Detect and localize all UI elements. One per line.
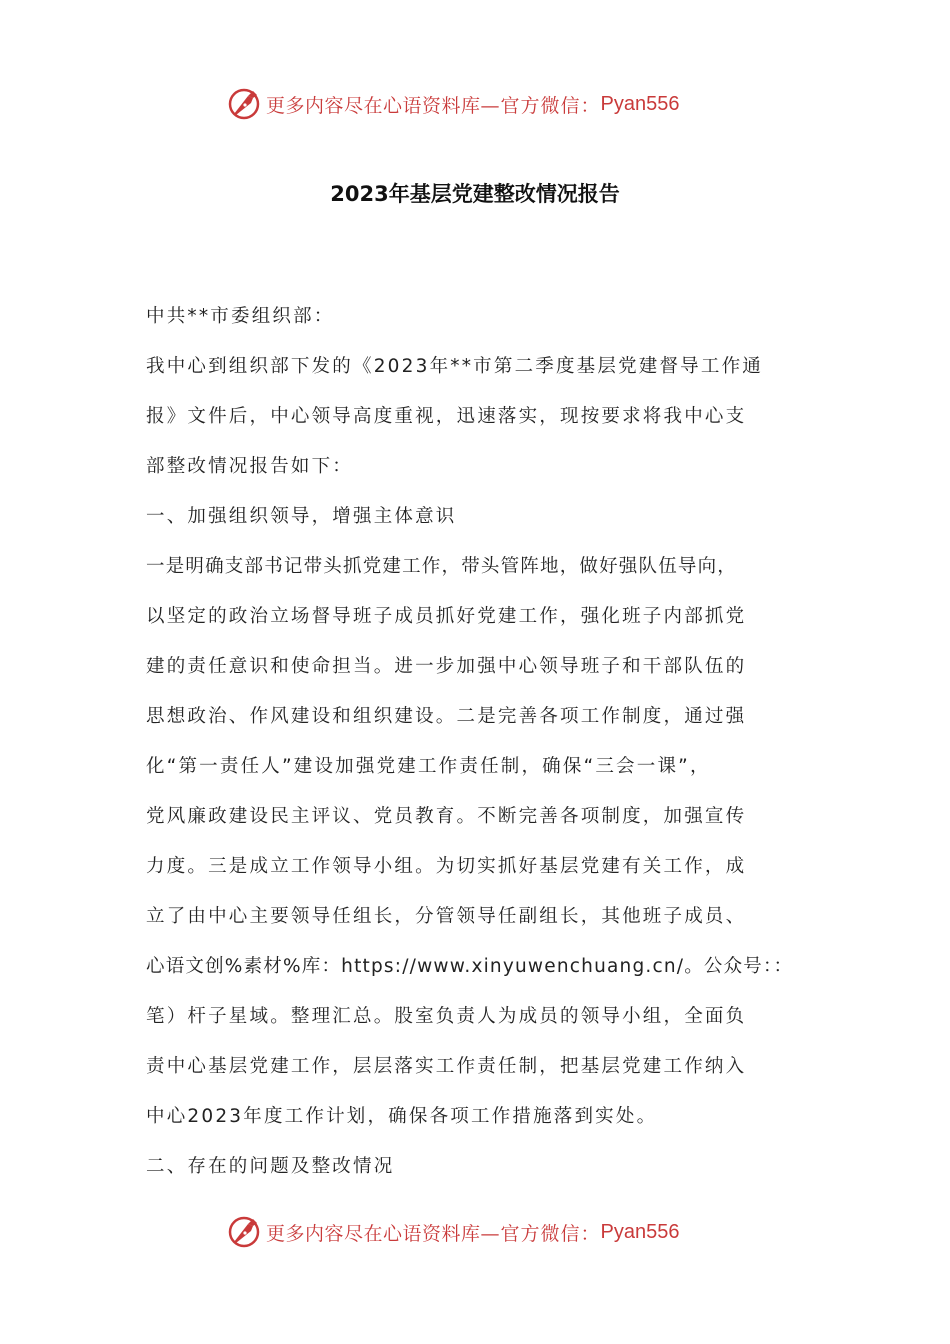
paragraph-line: 报》文件后，中心领导高度重视，迅速落实，现按要求将我中心支 bbox=[146, 406, 747, 427]
salutation-line: 中共**市委组织部： bbox=[146, 306, 335, 327]
header-watermark bbox=[226, 84, 680, 124]
paragraph-line: 思想政治、作风建设和组织建设。二是完善各项工作制度，通过强 bbox=[146, 706, 747, 727]
document-body bbox=[146, 292, 806, 1192]
paragraph-line: 化“第一责任人”建设加强党建工作责任制，确保“三会一课”， bbox=[146, 756, 711, 777]
document-title: 2023年基层党建整改情况报告 bbox=[330, 182, 620, 206]
paragraph-line-with-url: 心语文创%素材%库：https://www.xinyuwenchuang.cn/。公众号：： bbox=[146, 956, 794, 977]
section-heading-1: 一、加强组织领导，增强主体意识 bbox=[146, 506, 457, 527]
paragraph-line: 党风廉政建设民主评议、党员教育。不断完善各项制度，加强宣传 bbox=[146, 806, 747, 827]
paragraph-line: 立了由中心主要领导任组长，分管领导任副组长，其他班子成员、 bbox=[146, 906, 747, 927]
section-heading-2: 二、存在的问题及整改情况 bbox=[146, 1156, 395, 1177]
watermark-contact-label: —官方微信： bbox=[480, 94, 601, 117]
watermark-brand-text: 更多内容尽在心语资料库 bbox=[266, 1222, 481, 1245]
paragraph-line: 力度。三是成立工作领导小组。为切实抓好基层党建有关工作，成 bbox=[146, 856, 747, 877]
paragraph-line: 部整改情况报告如下： bbox=[146, 456, 354, 477]
paragraph-line: 建的责任意识和使命担当。进一步加强中心领导班子和干部队伍的 bbox=[146, 656, 747, 677]
watermark-wechat-id: Pyan556 bbox=[600, 1220, 680, 1243]
watermark-contact-label: —官方微信： bbox=[480, 1222, 601, 1245]
footer-watermark bbox=[226, 1212, 680, 1252]
watermark-brand-text: 更多内容尽在心语资料库 bbox=[266, 94, 481, 117]
paragraph-line: 一是明确支部书记带头抓党建工作，带头管阵地，做好强队伍导向， bbox=[146, 556, 738, 577]
pen-nib-logo-icon bbox=[226, 86, 262, 122]
pen-nib-logo-icon bbox=[226, 1214, 262, 1250]
paragraph-line: 我中心到组织部下发的《2023年**市第二季度基层党建督导工作通 bbox=[146, 356, 763, 377]
paragraph-line: 笔）杆子星域。整理汇总。股室负责人为成员的领导小组，全面负 bbox=[146, 1006, 747, 1027]
paragraph-line: 中心2023年度工作计划，确保各项工作措施落到实处。 bbox=[146, 1106, 658, 1127]
watermark-wechat-id: Pyan556 bbox=[600, 92, 680, 115]
paragraph-line: 责中心基层党建工作，层层落实工作责任制，把基层党建工作纳入 bbox=[146, 1056, 747, 1077]
paragraph-line: 以坚定的政治立场督导班子成员抓好党建工作，强化班子内部抓党 bbox=[146, 606, 747, 627]
